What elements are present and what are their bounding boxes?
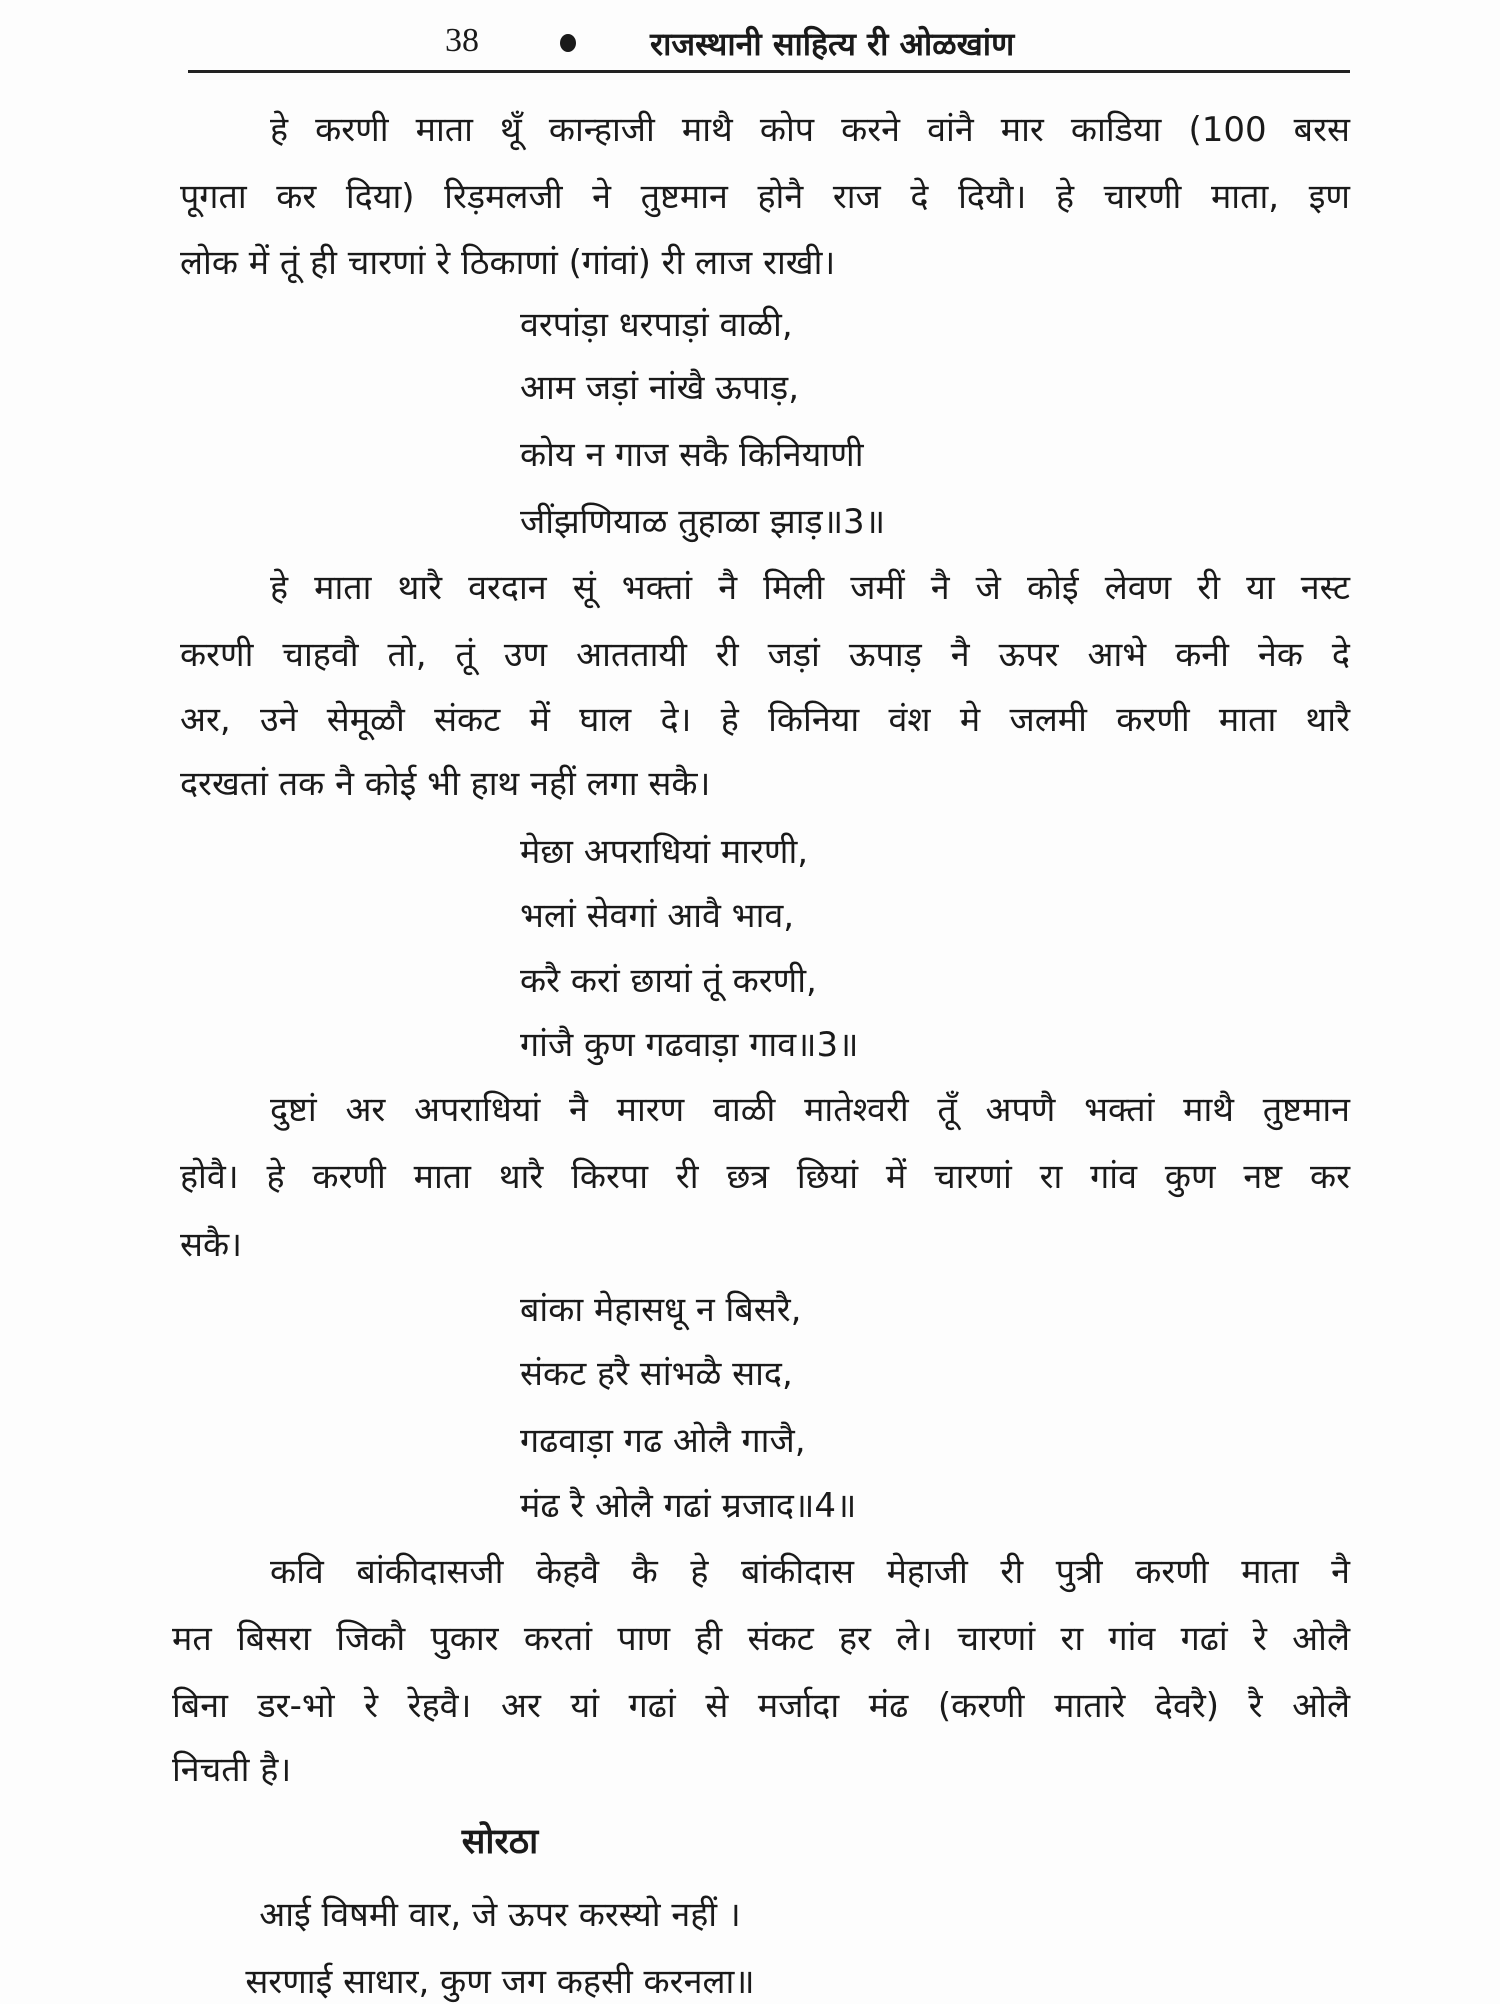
running-title: राजस्थानी साहित्य री ओळखांण <box>650 25 1015 63</box>
verse-line: आम जड़ां नांखै ऊपाड़, <box>520 368 800 408</box>
verse-line: जींझणियाळ तुहाळा झाड़॥3॥ <box>520 502 886 542</box>
bullet-dot <box>560 34 576 52</box>
paragraph-line: सकै। <box>180 1225 242 1265</box>
verse-line: संकट हरै सांभळै साद, <box>520 1354 793 1394</box>
verse-line: कोय न गाज सकै किनियाणी <box>520 435 864 475</box>
paragraph-line: होवै। हे करणी माता थारै किरपा री छत्र छियां में चारणां रा गांव कुण नष्ट कर <box>180 1157 1350 1197</box>
paragraph-line: अर, उने सेमूळौ संकट में घाल दे। हे किनिया वंश मे जलमी करणी माता थारै <box>180 700 1350 740</box>
verse-line: गांजै कुण गढवाड़ा गाव॥3॥ <box>520 1025 859 1065</box>
paragraph-line: दरखतां तक नै कोई भी हाथ नहीं लगा सकै। <box>180 764 711 804</box>
page-number: 38 <box>445 22 479 59</box>
paragraph-line: कवि बांकीदासजी केहवै कै हे बांकीदास मेहाजी री पुत्री करणी माता नै <box>270 1552 1350 1592</box>
verse-line: करै करां छायां तूं करणी, <box>520 961 817 1001</box>
running-header <box>190 22 1350 66</box>
verse-line: बांका मेहासधू न बिसरै, <box>520 1290 802 1330</box>
paragraph-line: पूगता कर दिया) रिड़मलजी ने तुष्टमान होनै राज दे दियौ। हे चारणी माता, इण <box>180 177 1350 217</box>
verse-line: गढवाड़ा गढ ओलै गाजै, <box>520 1421 806 1461</box>
couplet-line: आई विषमी वार, जे ऊपर करस्यो नहीं । <box>259 1895 741 1935</box>
verse-line: भलां सेवगां आवै भाव, <box>520 896 795 936</box>
verse-line: मेछा अपराधियां मारणी, <box>520 832 809 872</box>
verse-line: वरपांड़ा धरपाड़ां वाळी, <box>520 305 793 345</box>
paragraph-line: दुष्टां अर अपराधियां नै मारण वाळी मातेश्वरी तूँ अपणै भक्तां माथै तुष्टमान <box>270 1090 1350 1130</box>
paragraph-line: हे करणी माता थूँ कान्हाजी माथै कोप करने वांनै मार काडिया (100 बरस <box>270 110 1350 150</box>
section-heading: सोरठा <box>461 1822 539 1862</box>
paragraph-line: करणी चाहवौ तो, तूं उण आततायी री जड़ां ऊपाड़ नै ऊपर आभे कनी नेक दे <box>180 635 1350 675</box>
header-rule <box>188 70 1350 73</box>
paragraph-line: हे माता थारै वरदान सूं भक्तां नै मिली जमीं नै जे कोई लेवण री या नस्ट <box>270 568 1350 608</box>
paragraph-line: बिना डर-भो रे रेहवै। अर यां गढां से मर्जादा मंढ (करणी मातारे देवरै) रै ओलै <box>172 1686 1350 1726</box>
couplet-line: सरणाई साधार, कुण जग कहसी करनला॥ <box>245 1962 755 2002</box>
paragraph-line: लोक में तूं ही चारणां रे ठिकाणां (गांवां) री लाज राखी। <box>180 243 836 283</box>
verse-line: मंढ रै ओलै गढां म्रजाद॥4॥ <box>520 1486 857 1526</box>
paragraph-line: मत बिसरा जिकौ पुकार करतां पाण ही संकट हर ले। चारणां रा गांव गढां रे ओलै <box>172 1619 1350 1659</box>
paragraph-line: निचती है। <box>172 1750 292 1790</box>
